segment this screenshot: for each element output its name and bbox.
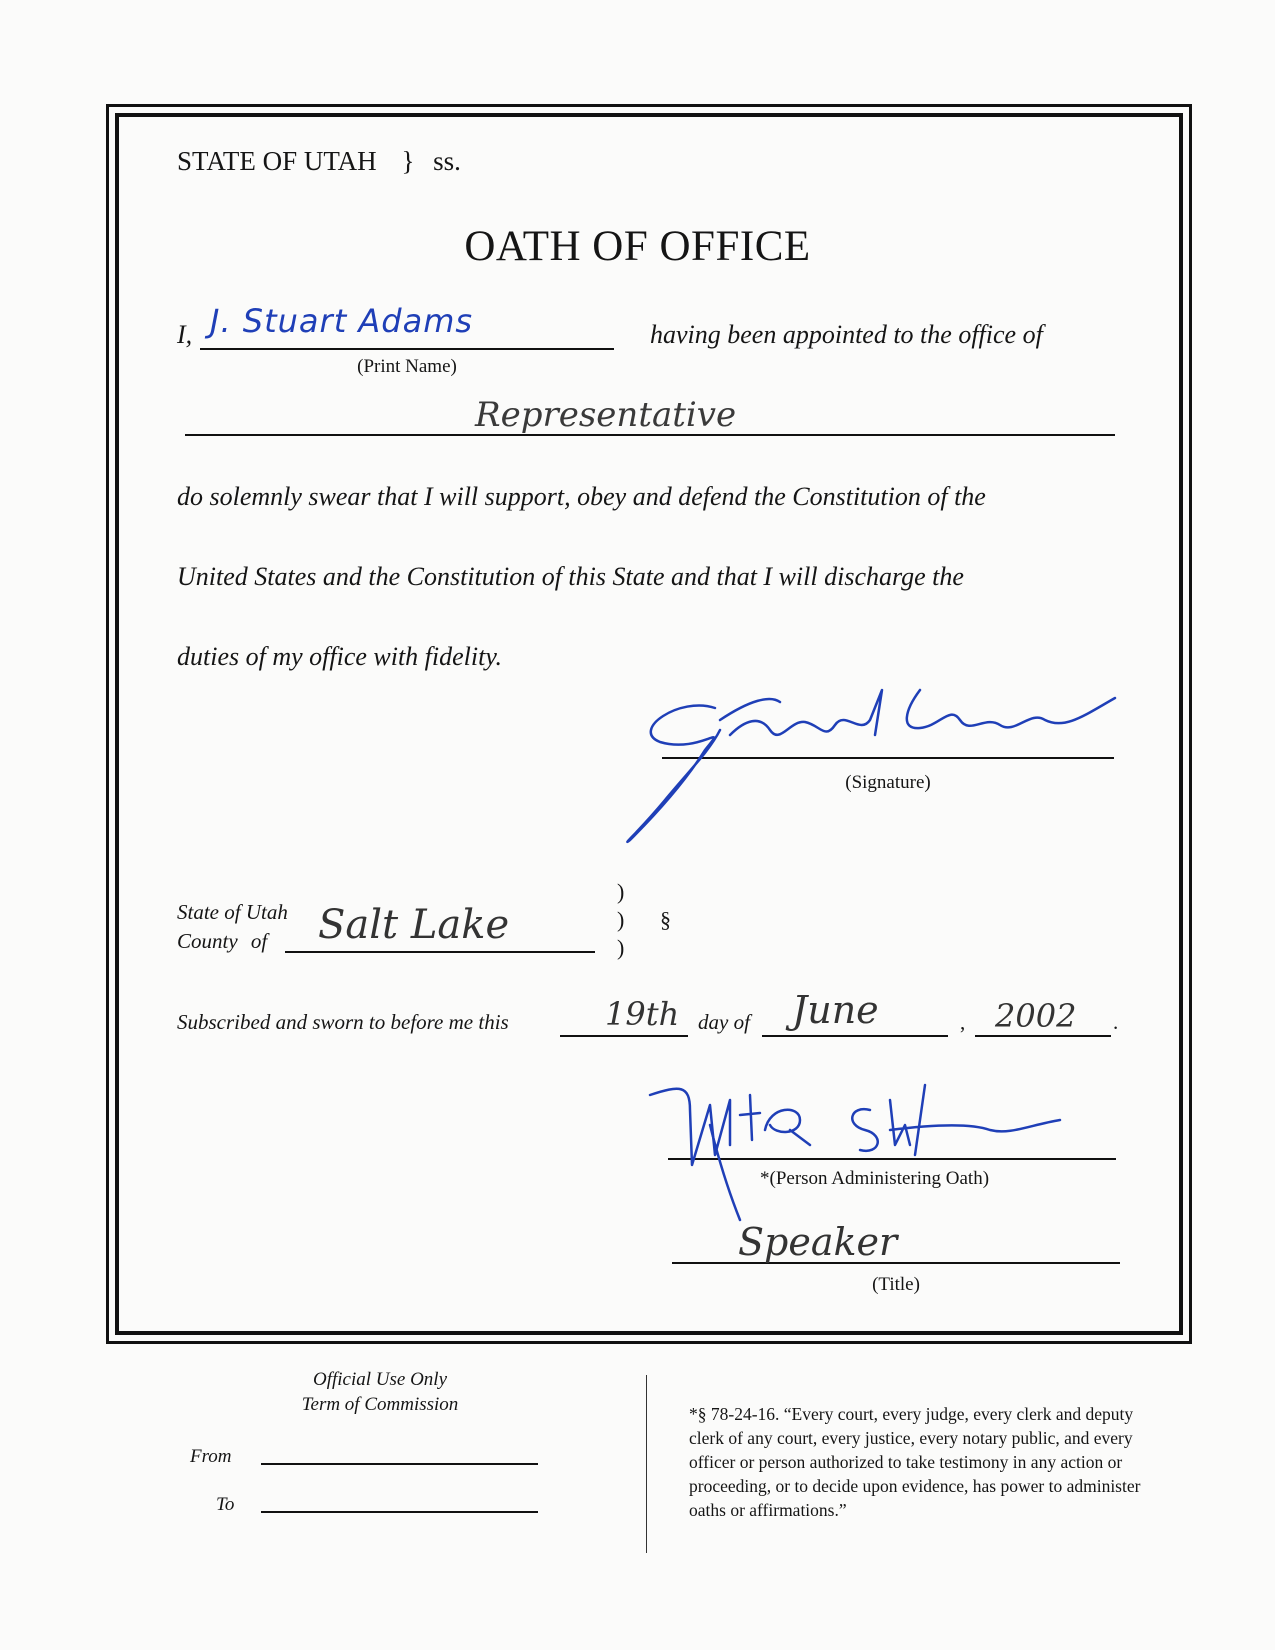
county-handwritten: Salt Lake — [318, 902, 510, 948]
administrator-label: *(Person Administering Oath) — [760, 1168, 990, 1189]
from-line — [261, 1463, 538, 1465]
venue-parens — [617, 878, 624, 962]
appointed-text: having been appointed to the office of — [650, 320, 1043, 349]
section-symbol: § — [660, 907, 671, 932]
month-handwritten: June — [792, 988, 879, 1032]
print-name-label: (Print Name) — [357, 356, 457, 377]
paren-1: ) — [617, 879, 625, 904]
title-handwritten: Speaker — [738, 1220, 898, 1264]
brace: } — [401, 146, 415, 176]
from-label: From — [190, 1446, 232, 1467]
of-label: of — [250, 929, 268, 953]
month-line — [762, 1035, 948, 1037]
official-use-block — [250, 1367, 510, 1417]
venue-state-label: State of Utah — [177, 900, 288, 924]
county-label: County — [177, 929, 238, 953]
period: . — [1113, 1010, 1119, 1034]
page-title: OATH OF OFFICE — [464, 223, 811, 270]
i-prefix: I, — [177, 320, 193, 349]
state-heading — [177, 146, 461, 177]
oath-line-2: United States and the Constitution of this State and that I will discharge the — [177, 562, 964, 591]
venue-county-label — [177, 929, 267, 954]
year-line — [975, 1035, 1111, 1037]
day-of-label: day of — [698, 1010, 750, 1034]
signature-label: (Signature) — [845, 772, 931, 793]
term-of-commission-label: Term of Commission — [301, 1394, 459, 1415]
state-label: STATE OF UTAH — [177, 146, 377, 176]
signature-ink — [620, 690, 1120, 850]
paren-3: ) — [617, 935, 625, 960]
printed-name-handwritten: J. Stuart Adams — [210, 302, 474, 340]
oath-line-1: do solemnly swear that I will support, obey and defend the Constitution of the — [177, 482, 986, 511]
oath-line-3: duties of my office with fidelity. — [177, 642, 502, 671]
county-line — [285, 951, 595, 953]
day-handwritten: 19th — [605, 995, 680, 1033]
year-handwritten: 2002 — [995, 997, 1077, 1035]
statute-note: *§ 78-24-16. “Every court, every judge, every clerk and deputy clerk of any court, every justice, every notary public, and every officer or person authorized to take testimony in any action or proceeding, or to decide upon evidence, has power to administer oaths or affirmations.” — [689, 1404, 1141, 1520]
footer-divider — [646, 1375, 647, 1553]
to-line — [261, 1511, 538, 1513]
comma: , — [960, 1010, 966, 1034]
day-line — [560, 1035, 688, 1037]
paren-2: ) — [617, 907, 625, 932]
to-label: To — [216, 1494, 235, 1515]
ss-label: ss. — [433, 146, 461, 176]
official-use-label: Official Use Only — [312, 1369, 448, 1390]
print-name-line — [200, 348, 614, 350]
office-handwritten: Representative — [475, 395, 737, 435]
title-label: (Title) — [872, 1274, 920, 1295]
administrator-signature-ink — [650, 1085, 1070, 1225]
subscribed-prefix: Subscribed and sworn to before me this — [177, 1010, 509, 1034]
